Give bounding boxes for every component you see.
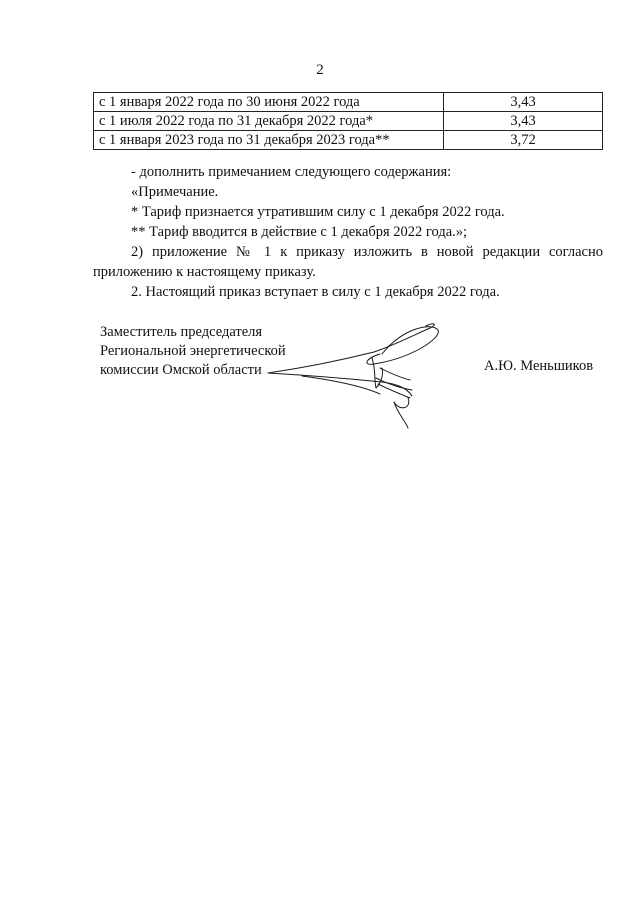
signer-title-line: комиссии Омской области bbox=[100, 362, 262, 378]
paragraph: - дополнить примечанием следующего содержания: bbox=[131, 164, 452, 180]
page-number: 2 bbox=[316, 62, 324, 78]
paragraph: 2. Настоящий приказ вступает в силу с 1 декабря 2022 года. bbox=[131, 284, 500, 300]
table-row bbox=[94, 93, 603, 112]
signer-title-line: Заместитель председателя bbox=[100, 324, 263, 340]
table-cell-period: с 1 января 2023 года по 31 декабря 2023 года** bbox=[94, 131, 444, 150]
handwritten-signature bbox=[262, 318, 452, 430]
table-cell-period: с 1 июля 2022 года по 31 декабря 2022 года* bbox=[94, 112, 444, 131]
table-row bbox=[94, 112, 603, 131]
tariff-table bbox=[93, 92, 603, 150]
paragraph: * Тариф признается утратившим силу с 1 декабря 2022 года. bbox=[131, 204, 505, 220]
document-body bbox=[93, 162, 603, 302]
table-cell-value: 3,43 bbox=[444, 112, 603, 131]
paragraph: 2) приложение № 1 к приказу изложить в новой редакции согласно приложению к настоящему приказу. bbox=[93, 244, 603, 280]
signer-title bbox=[100, 323, 286, 380]
signer-title-line: Региональной энергетической bbox=[100, 343, 286, 359]
table-row bbox=[94, 131, 603, 150]
table-cell-period: с 1 января 2022 года по 30 июня 2022 года bbox=[94, 93, 444, 112]
signer-name: А.Ю. Меньшиков bbox=[484, 358, 594, 374]
table-cell-value: 3,43 bbox=[444, 93, 603, 112]
paragraph: ** Тариф вводится в действие с 1 декабря 2022 года.»; bbox=[131, 224, 468, 240]
table-cell-value: 3,72 bbox=[444, 131, 603, 150]
paragraph: «Примечание. bbox=[131, 184, 219, 200]
